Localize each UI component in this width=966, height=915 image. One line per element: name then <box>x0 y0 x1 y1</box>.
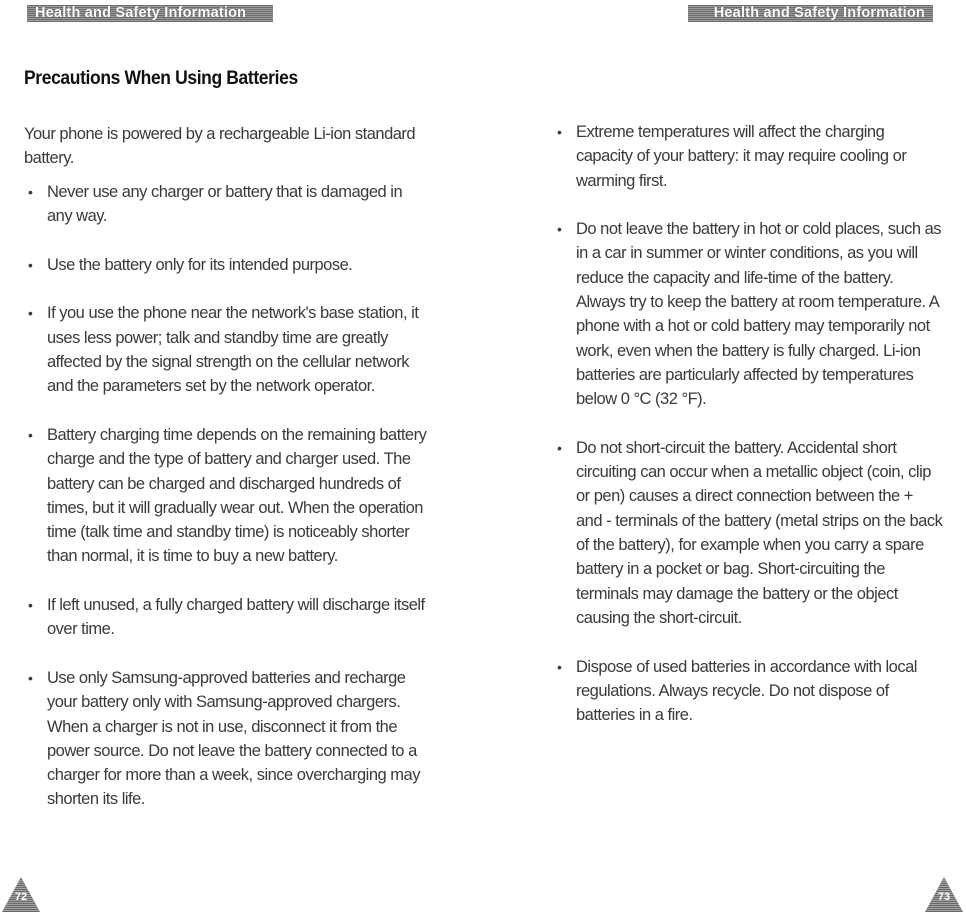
right-page <box>483 0 966 915</box>
bullet-dot-icon: • <box>28 669 33 686</box>
bullet-item <box>553 655 943 728</box>
bullet-text: Do not short-circuit the battery. Accidental short circuiting can occur when a metallic object (coin, clip or pen) causes a direct connection between the + and - terminals of the battery (metal strips on the back of the battery), for example when you carry a spare battery in a pocket or bag. Short-circuiting the terminals may damage the battery or the object causing the short-circuit. <box>576 438 943 627</box>
bullet-text: Use only Samsung-approved batteries and recharge your battery only with Samsung-approved chargers. When a charger is not in use, disconnect it from the power source. Do not leave the battery connected to a charger for more than a week, since overcharging may shorten its life. <box>47 668 420 809</box>
bullet-item <box>24 593 429 642</box>
page-number-badge <box>925 877 963 912</box>
bullet-dot-icon: • <box>28 184 33 200</box>
page-number: 73 <box>937 891 951 903</box>
bullet-dot-icon: • <box>28 597 33 614</box>
bullet-text: Battery charging time depends on the remaining battery charge and the type of battery and charger used. The battery can be charged and discharged hundreds of times, but it will gradually wear out. When the operation time (talk time and standby time) is noticeably shorter than normal, it is time to buy a new battery. <box>47 425 427 566</box>
bullet-item <box>24 666 429 812</box>
page-number-badge <box>2 877 40 912</box>
bullet-text: Dispose of used batteries in accordance with local regulations. Always recycle. Do not dispose of batteries in a fire. <box>576 657 917 725</box>
left-header-banner: Health and Safety Information <box>27 5 273 22</box>
right-bullet-list <box>553 120 943 752</box>
bullet-dot-icon: • <box>557 221 562 238</box>
bullet-text: If left unused, a fully charged battery will discharge itself over time. <box>47 596 425 639</box>
bullet-item <box>24 253 429 277</box>
bullet-dot-icon: • <box>557 658 562 675</box>
bullet-item <box>553 120 943 193</box>
bullet-item <box>24 180 429 229</box>
bullet-text: Use the battery only for its intended purpose. <box>47 255 353 274</box>
bullet-item <box>24 423 429 569</box>
right-header-banner: Health and Safety Information <box>688 5 933 22</box>
bullet-text: Do not leave the battery in hot or cold places, such as in a car in summer or winter conditions, as you will reduce the capacity and life-time of the battery. Always try to keep the battery at room temperature. A phone with a hot or cold battery may temporarily not work, even when the battery is fully charged. Li-ion batteries are particularly affected by temperatures below 0 °C (32 °F). <box>576 220 942 409</box>
bullet-text: If you use the phone near the network's base station, it uses less power; talk and standby time are greatly affected by the signal strength on the cellular network and the parameters set by the network operator. <box>47 304 419 396</box>
intro-paragraph: Your phone is powered by a rechargeable Li-ion standard battery. <box>24 125 416 168</box>
bullet-item <box>24 301 429 398</box>
bullet-dot-icon: • <box>557 439 562 456</box>
bullet-text: Never use any charger or battery that is damaged in any way. <box>47 183 403 226</box>
bullet-text: Extreme temperatures will affect the charging capacity of your battery: it may require cooling or warming first. <box>576 123 907 190</box>
bullet-dot-icon: • <box>28 426 33 443</box>
section-title: Precautions When Using Batteries <box>24 68 298 89</box>
bullet-item <box>553 436 943 630</box>
bullet-item <box>553 217 943 411</box>
bullet-dot-icon: • <box>28 256 33 273</box>
bullet-dot-icon: • <box>557 124 562 140</box>
left-bullet-list <box>24 180 429 836</box>
bullet-dot-icon: • <box>28 305 33 322</box>
page-number: 72 <box>14 891 28 903</box>
